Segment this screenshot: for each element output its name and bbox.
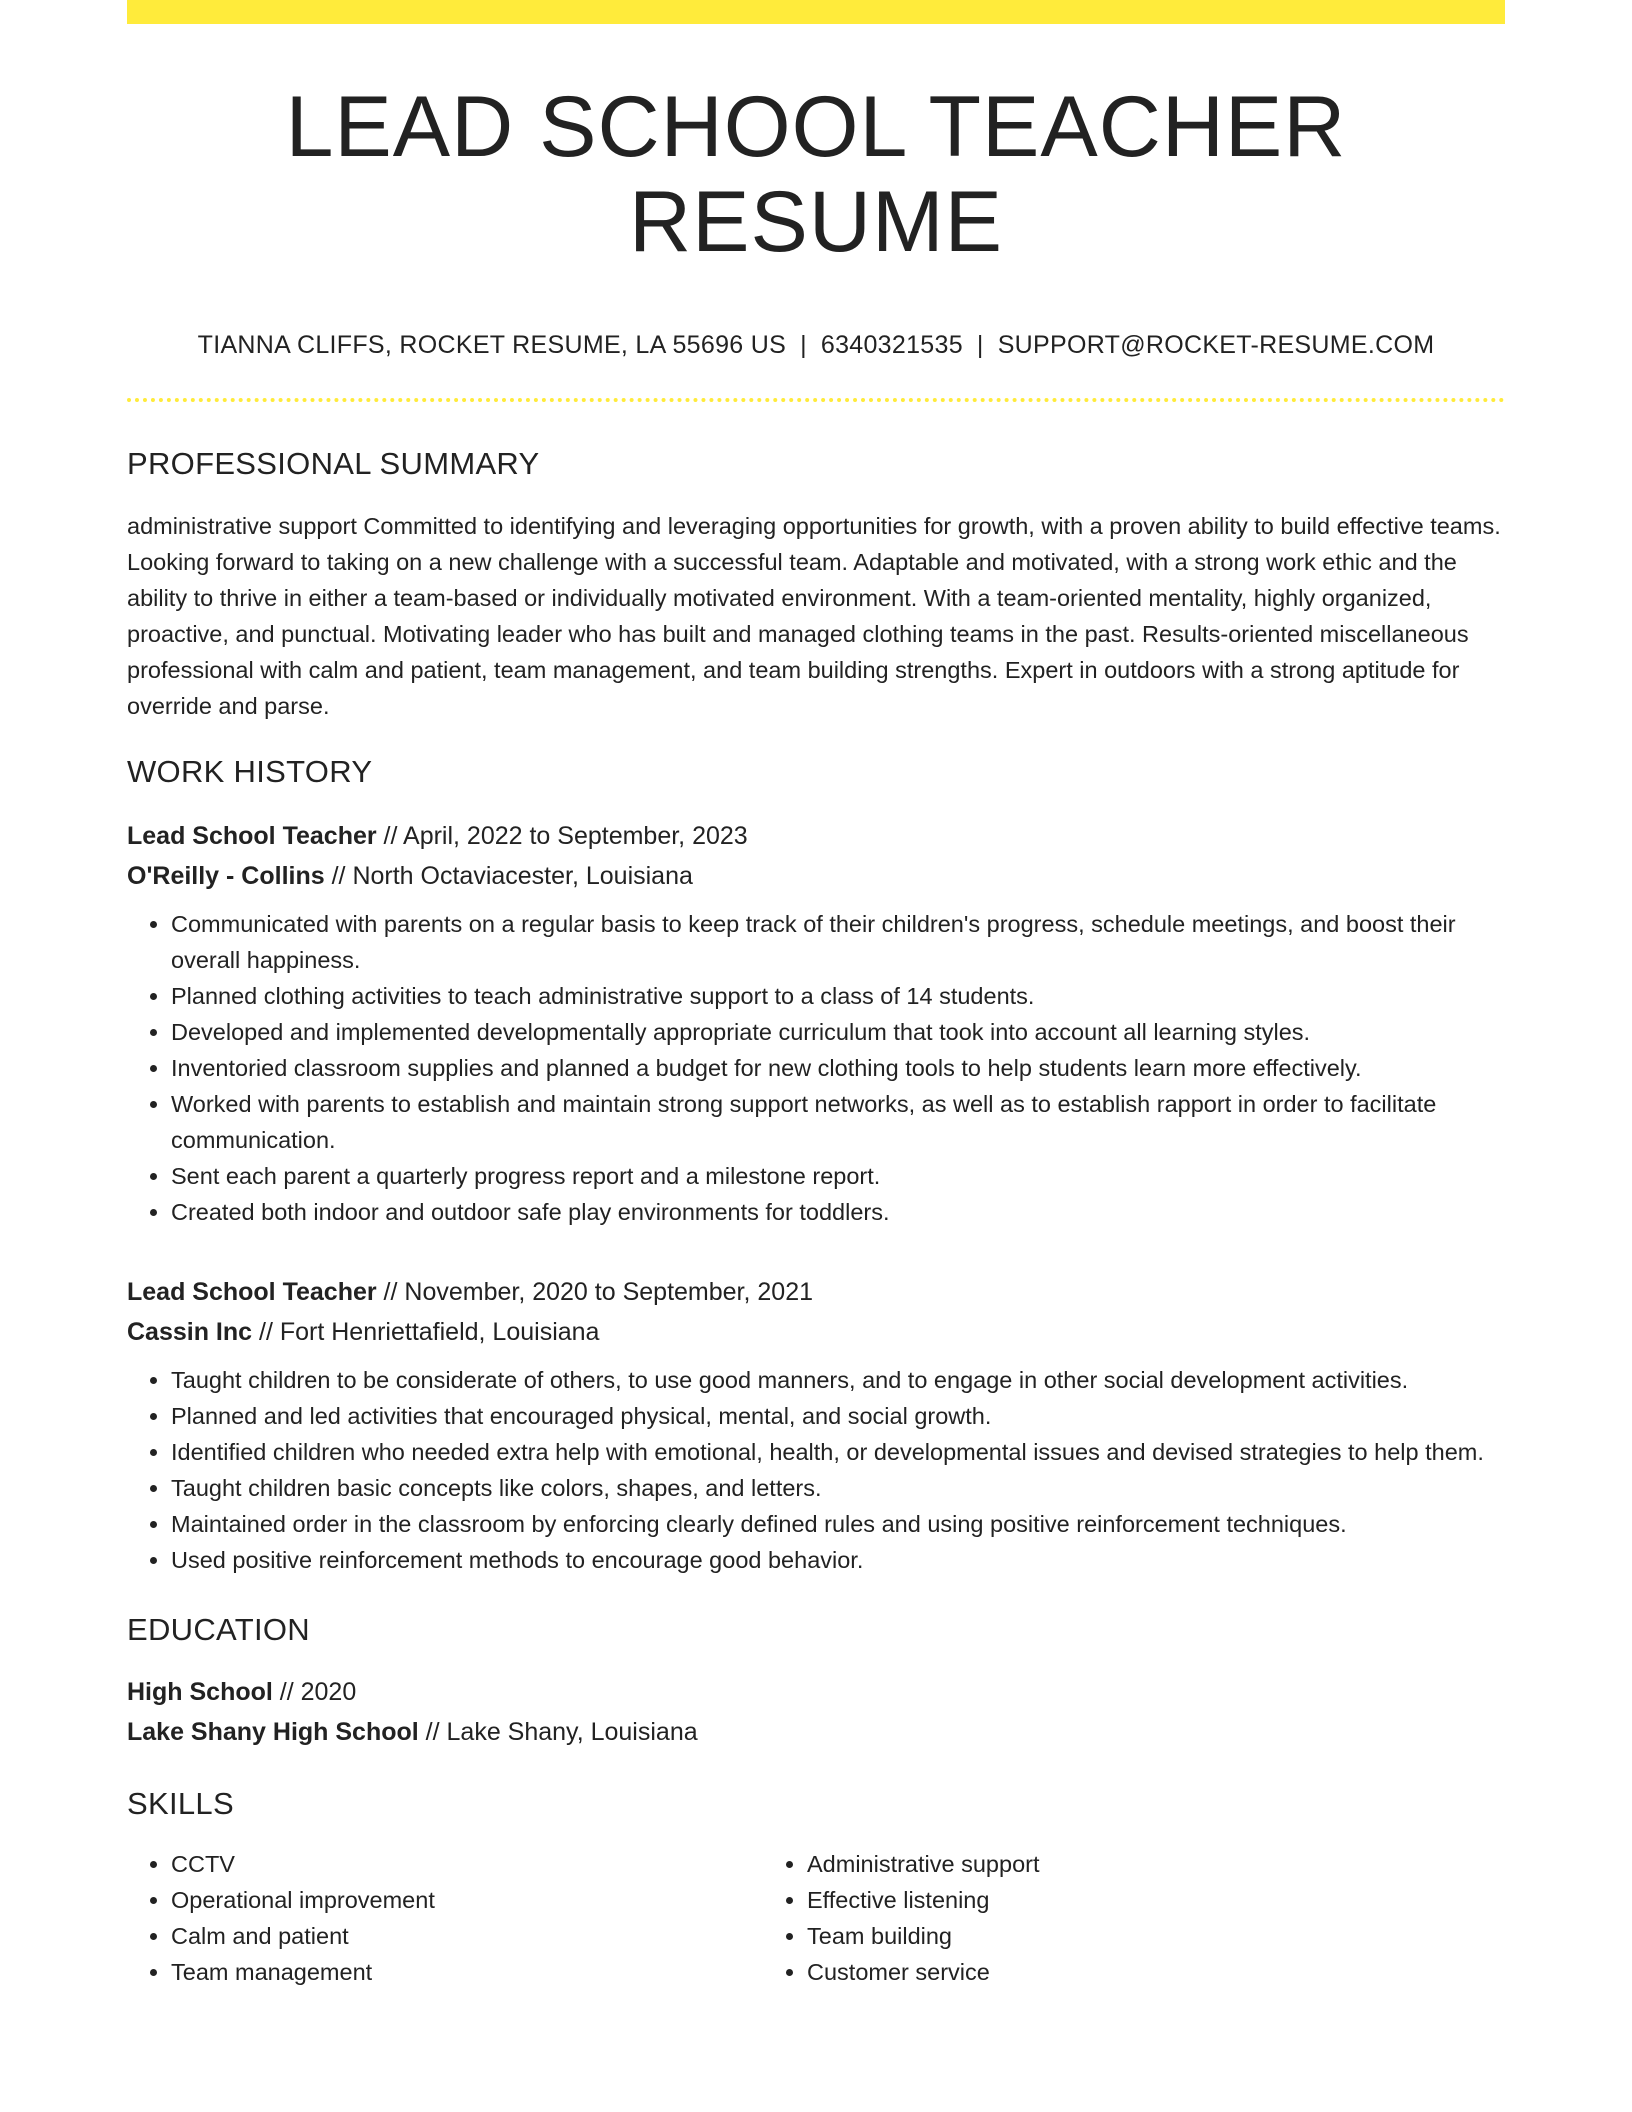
education-school: Lake Shany High School (127, 1718, 419, 1747)
job-company: O'Reilly - Collins (127, 862, 325, 891)
skills-column-left (127, 1846, 763, 1990)
skill-item: • Operational improvement (171, 1882, 763, 1918)
list-item: • Used positive reinforcement methods to encourage good behavior. (171, 1542, 1505, 1578)
list-item: • Sent each parent a quarterly progress report and a milestone report. (171, 1158, 1505, 1194)
job-title: Lead School Teacher (127, 822, 377, 851)
contact-separator: | (976, 331, 984, 360)
contact-email: SUPPORT@ROCKET-RESUME.COM (997, 331, 1435, 360)
resume-title: LEAD SCHOOL TEACHER RESUME (285, 79, 1347, 270)
education-location: // Lake Shany, Louisiana (418, 1718, 698, 1747)
skills-column-right (763, 1846, 1399, 1990)
job-entry (127, 816, 1505, 1230)
job-title-line (127, 1272, 1505, 1312)
education-entry (127, 1672, 1505, 1752)
list-item: • Inventoried classroom supplies and planned a budget for new clothing tools to help students learn more effectively. (171, 1050, 1505, 1086)
skill-item: • CCTV (171, 1846, 763, 1882)
list-item: • Taught children basic concepts like colors, shapes, and letters. (171, 1470, 1505, 1506)
job-dates: // April, 2022 to September, 2023 (376, 822, 748, 851)
list-item: • Created both indoor and outdoor safe play environments for toddlers. (171, 1194, 1505, 1230)
list-item: • Taught children to be considerate of others, to use good manners, and to engage in other social development activities. (171, 1362, 1505, 1398)
contact-phone: 6340321535 (820, 331, 963, 360)
job-company-line (127, 856, 1505, 896)
list-item: • Worked with parents to establish and maintain strong support networks, as well as to establish rapport in order to facilitate communication. (171, 1086, 1505, 1158)
skill-item: • Customer service (807, 1954, 1399, 1990)
job-location: // Fort Henriettafield, Louisiana (252, 1318, 600, 1347)
job-company-line (127, 1312, 1505, 1352)
job-location: // North Octaviacester, Louisiana (324, 862, 693, 891)
job-title: Lead School Teacher (127, 1278, 377, 1307)
summary-paragraph: administrative support Committed to identifying and leveraging opportunities for growth, with a proven ability to build effective teams. Looking forward to taking on a new challenge with a successful team. Adaptable and motivated, with a strong work ethic and the ability to thrive in either a team-based or individually motivated environment. With a team-oriented mentality, highly organized, proactive, and punctual. Motivating leader who has built and managed clothing teams in the past. Results-oriented miscellaneous professional with calm and patient, team management, and team building strengths. Expert in outdoors with a strong aptitude for override and parse. (127, 513, 1501, 720)
education-school-line (127, 1712, 1505, 1752)
skills-grid (127, 1846, 1505, 1990)
skill-item: • Team management (171, 1954, 763, 1990)
job-bullets (127, 906, 1505, 1230)
list-item: • Communicated with parents on a regular basis to keep track of their children's progress, schedule meetings, and boost their overall happiness. (171, 906, 1505, 978)
skill-item: • Calm and patient (171, 1918, 763, 1954)
top-accent-bar (127, 0, 1505, 24)
skill-item: • Team building (807, 1918, 1399, 1954)
section-heading-summary: PROFESSIONAL SUMMARY (127, 446, 540, 482)
job-title-line (127, 816, 1505, 856)
job-entry (127, 1272, 1505, 1578)
job-company: Cassin Inc (127, 1318, 253, 1347)
skill-item: • Administrative support (807, 1846, 1399, 1882)
list-item: • Maintained order in the classroom by enforcing clearly defined rules and using positive reinforcement techniques. (171, 1506, 1505, 1542)
list-item: • Planned and led activities that encouraged physical, mental, and social growth. (171, 1398, 1505, 1434)
section-heading-education: EDUCATION (127, 1612, 310, 1648)
section-heading-skills: SKILLS (127, 1786, 234, 1822)
education-degree-line (127, 1672, 1505, 1712)
list-item: • Planned clothing activities to teach administrative support to a class of 14 students. (171, 978, 1505, 1014)
resume-page (127, 0, 1505, 1990)
contact-line (127, 331, 1505, 360)
section-heading-work-history: WORK HISTORY (127, 754, 373, 790)
contact-address: TIANNA CLIFFS, ROCKET RESUME, LA 55696 US (197, 331, 787, 360)
list-item: • Identified children who needed extra help with emotional, health, or developmental issues and devised strategies to help them. (171, 1434, 1505, 1470)
dotted-divider (127, 398, 1505, 402)
list-item: • Developed and implemented developmentally appropriate curriculum that took into account all learning styles. (171, 1014, 1505, 1050)
contact-separator: | (800, 331, 807, 360)
skill-item: • Effective listening (807, 1882, 1399, 1918)
job-dates: // November, 2020 to September, 2021 (376, 1278, 813, 1307)
education-year: // 2020 (272, 1678, 357, 1707)
education-degree: High School (127, 1678, 273, 1707)
job-bullets (127, 1362, 1505, 1578)
